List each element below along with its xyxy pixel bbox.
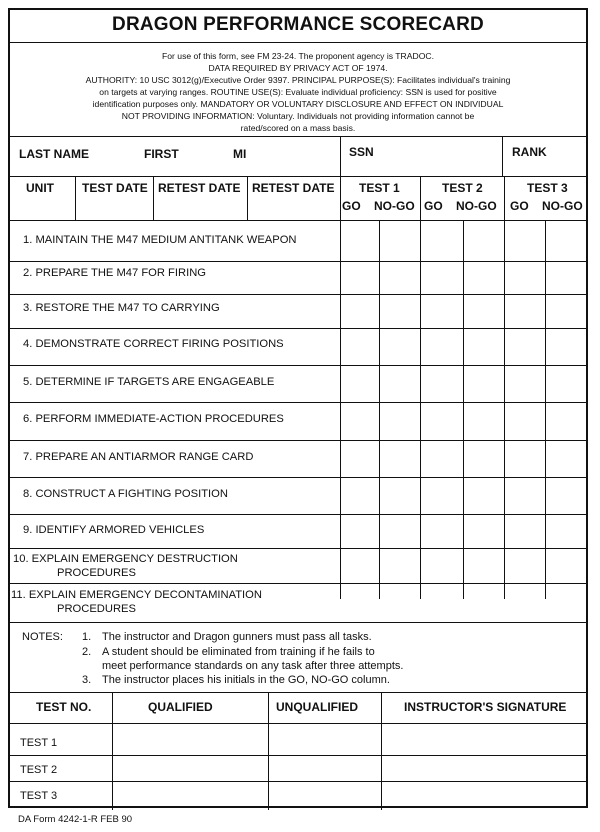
test1-header: TEST 1 [359,181,400,195]
task-row-continued: PROCEDURES [57,603,136,615]
task-row: 6. PERFORM IMMEDIATE-ACTION PROCEDURES [23,413,284,425]
signature-row-label: TEST 1 [20,737,58,749]
note-number: 3. [82,674,92,686]
task-row: 8. CONSTRUCT A FIGHTING POSITION [23,488,228,500]
divider [10,755,586,756]
test1-nogo-header: NO-GO [374,199,415,213]
note-number: 2. [82,646,92,658]
notes-label: NOTES: [22,631,63,643]
note-number: 1. [82,631,92,643]
divider [10,781,586,782]
test2-header: TEST 2 [442,181,483,195]
retest-date-header: RETEST DATE [252,181,335,195]
test3-header: TEST 3 [527,181,568,195]
task-row: 1. MAINTAIN THE M47 MEDIUM ANTITANK WEAPON [23,234,297,246]
divider [10,176,586,177]
scorecard-form [8,8,588,808]
task-row: 10. EXPLAIN EMERGENCY DESTRUCTION [13,553,238,565]
privacy-statement [40,50,556,134]
privacy-line: identification purposes only. MANDATORY OR VOLUNTARY DISCLOSURE AND EFFECT ON INDIVIDUAL [92,99,504,109]
unqualified-header: UNQUALIFIED [276,700,358,714]
form-title: DRAGON PERFORMANCE SCORECARD [112,14,484,35]
last-name-label: LAST NAME [19,147,89,161]
privacy-line: DATA REQUIRED BY PRIVACY ACT OF 1974. [208,63,388,73]
privacy-line: on targets at varying ranges. ROUTINE USE(S): Evaluate individual proficiency: SSN is used for positive [99,87,497,97]
test3-nogo-header: NO-GO [542,199,583,213]
task-row-continued: PROCEDURES [57,567,136,579]
form-footer: DA Form 4242-1-R FEB 90 [18,814,133,825]
test2-go-header: GO [424,199,443,213]
test-date-header: TEST DATE [82,181,148,195]
privacy-line: rated/scored on a mass basis. [240,123,356,133]
task-row: 9. IDENTIFY ARMORED VEHICLES [23,524,205,536]
unit-header: UNIT [26,181,54,195]
divider [10,42,586,43]
task-row: 2. PREPARE THE M47 FOR FIRING [23,267,206,279]
divider [10,136,586,137]
rank-label: RANK [512,145,547,159]
signature-row-label: TEST 3 [20,790,58,802]
mi-label: MI [233,147,247,161]
ssn-label: SSN [349,145,374,159]
task-row: 4. DEMONSTRATE CORRECT FIRING POSITIONS [23,338,284,350]
divider [10,723,586,724]
note-text: meet performance standards on any task after three attempts. [102,660,404,672]
divider [10,622,586,623]
note-text: The instructor and Dragon gunners must pass all tasks. [102,631,372,643]
note-text: A student should be eliminated from training if he fails to [102,646,375,658]
privacy-line: AUTHORITY: 10 USC 3012(g)/Executive Order 9397. PRINCIPAL PURPOSE(S): Facilitates individual's training [85,75,511,85]
divider [10,220,586,221]
task-row: 11. EXPLAIN EMERGENCY DECONTAMINATION [11,589,262,601]
divider [10,692,586,693]
test3-go-header: GO [510,199,529,213]
privacy-line: NOT PROVIDING INFORMATION: Voluntary. Individuals not providing information cannot be [121,111,475,121]
first-name-label: FIRST [144,147,179,161]
qualified-header: QUALIFIED [148,700,213,714]
test2-nogo-header: NO-GO [456,199,497,213]
task-row: 5. DETERMINE IF TARGETS ARE ENGAGEABLE [23,376,275,388]
privacy-line: For use of this form, see FM 23-24. The proponent agency is TRADOC. [162,51,434,61]
signature-row-label: TEST 2 [20,764,58,776]
test-no-header: TEST NO. [36,700,92,714]
task-row: 3. RESTORE THE M47 TO CARRYING [23,302,220,314]
test1-go-header: GO [342,199,361,213]
instructor-signature-header: INSTRUCTOR'S SIGNATURE [404,700,567,714]
task-row: 7. PREPARE AN ANTIARMOR RANGE CARD [23,451,254,463]
note-text: The instructor places his initials in the GO, NO-GO column. [102,674,390,686]
retest-date-header: RETEST DATE [158,181,241,195]
